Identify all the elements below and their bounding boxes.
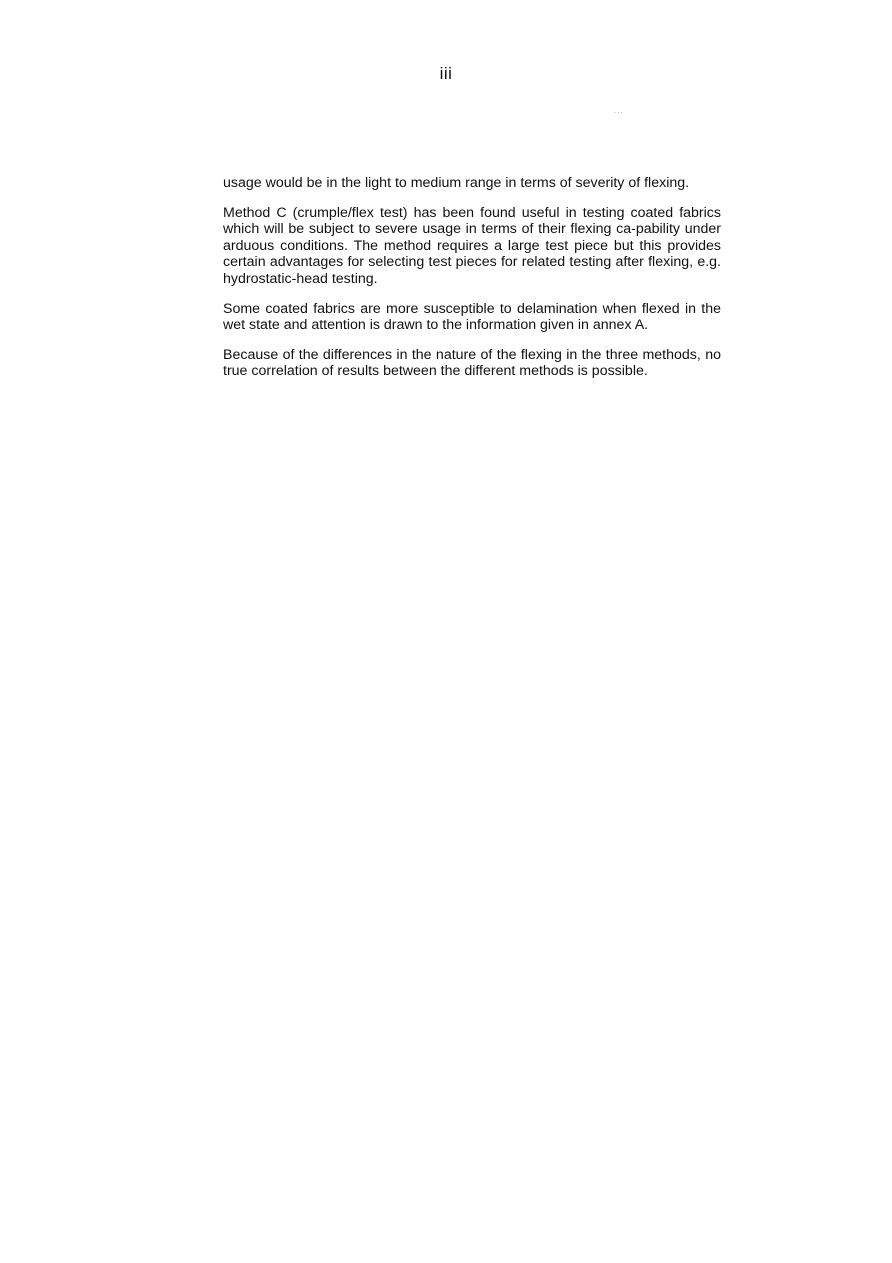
paragraph-correlation: Because of the differences in the nature of the flexing in the three methods, no true correlation of results between the different methods is possible. — [223, 346, 721, 380]
paragraph-method-c: Method C (crumple/flex test) has been found useful in testing coated fabrics which will be subject to severe usage in terms of their flexing ca-pability under arduous conditions. The method requires a large test piece but this provides certain advantages for selecting test pieces for related testing after flexing, e.g. hydrostatic-head testing. — [223, 204, 721, 287]
paragraph-delamination: Some coated fabrics are more susceptible to delamination when flexed in the wet state and attention is drawn to the information given in annex A. — [223, 300, 721, 334]
corner-mark: ... — [614, 106, 624, 115]
body-text — [223, 175, 721, 393]
paragraph-usage: usage would be in the light to medium range in terms of severity of flexing. — [223, 175, 690, 191]
page-number: iii — [439, 64, 453, 83]
